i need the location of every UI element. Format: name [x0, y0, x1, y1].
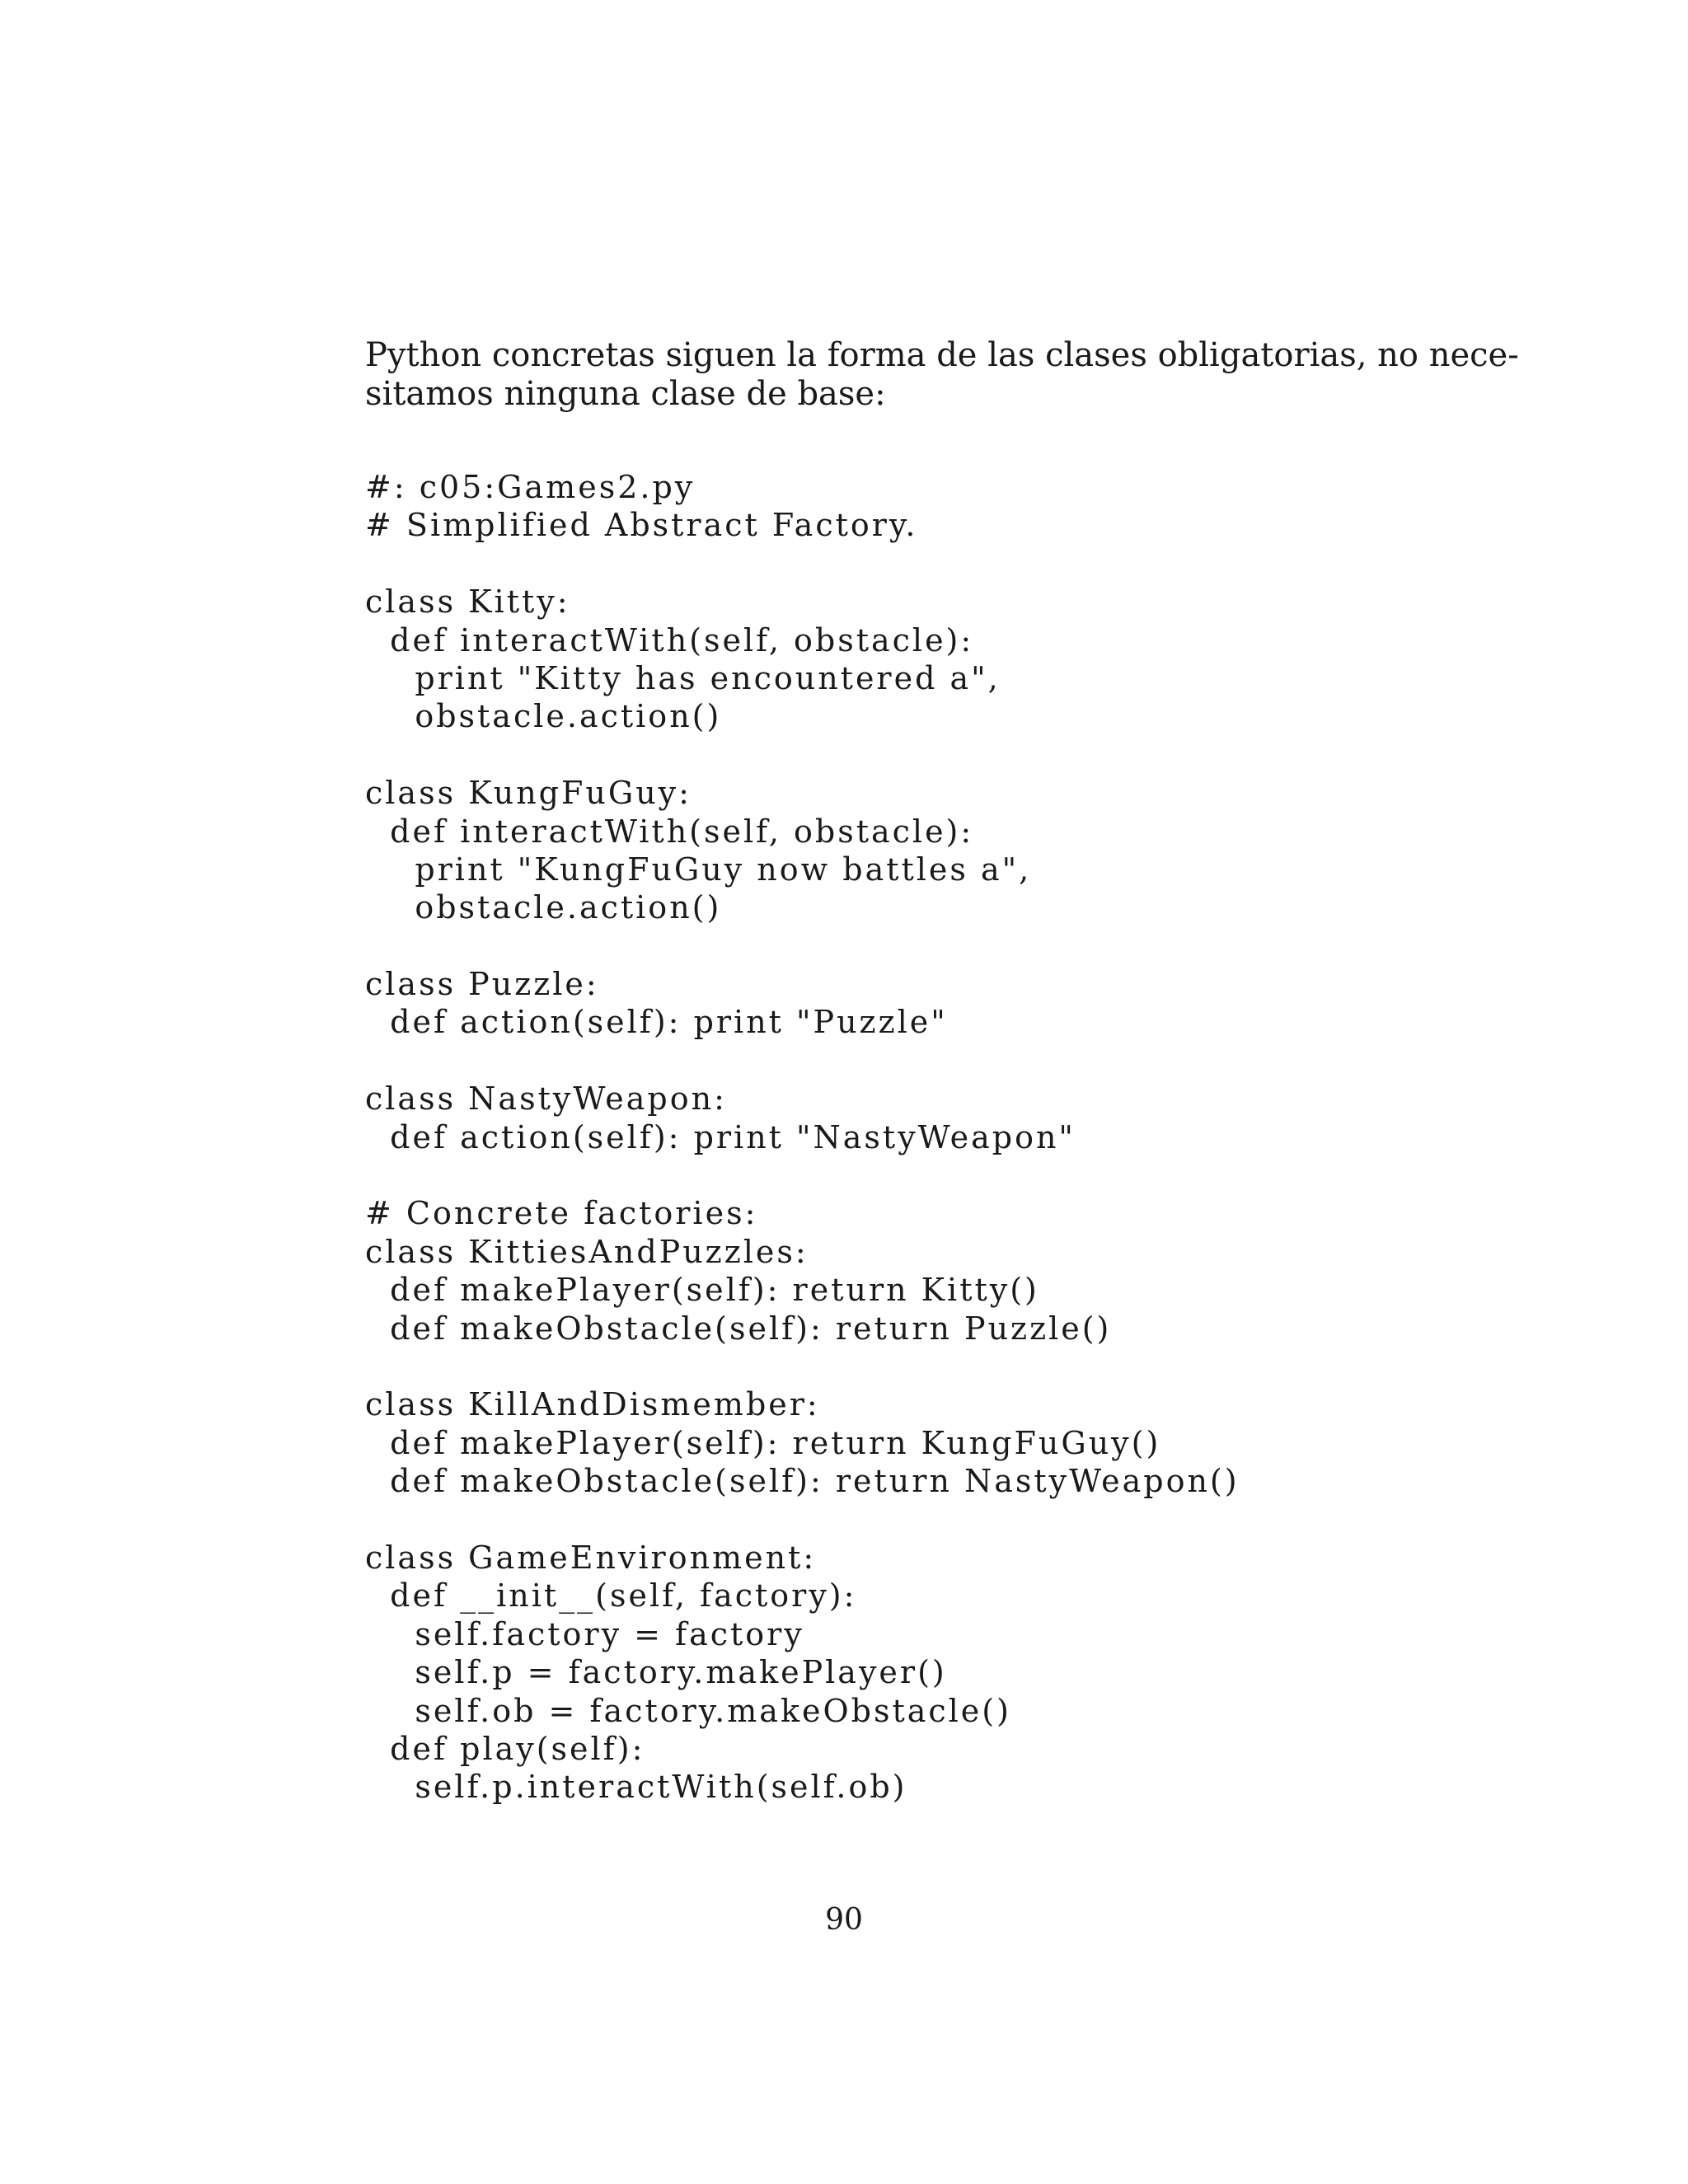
code-line: print "Kitty has encountered a",	[365, 659, 1001, 696]
code-line: def play(self):	[365, 1730, 645, 1767]
intro-paragraph	[365, 336, 1519, 414]
code-line: def makeObstacle(self): return NastyWeapon()	[365, 1463, 1240, 1500]
code-line: class KittiesAndPuzzles:	[365, 1233, 809, 1270]
code-line: class KungFuGuy:	[365, 775, 692, 812]
code-line	[365, 1042, 1354, 1080]
code-line	[365, 545, 1354, 583]
code-line	[365, 736, 1354, 774]
code-line	[365, 1347, 1354, 1385]
code-line: print "KungFuGuy now battles a",	[365, 851, 1032, 888]
code-line: class Puzzle:	[365, 966, 599, 1003]
code-line: # Simplified Abstract Factory.	[365, 507, 918, 544]
code-line: def makeObstacle(self): return Puzzle()	[365, 1310, 1112, 1347]
code-line: obstacle.action()	[365, 698, 722, 735]
code-listing	[365, 468, 1354, 1807]
code-line: def action(self): print "NastyWeapon"	[365, 1118, 1076, 1155]
code-line: class Kitty:	[365, 583, 570, 621]
intro-line: sitamos ninguna clase de base:	[365, 375, 886, 413]
code-line	[365, 1501, 1354, 1539]
code-line: def makePlayer(self): return KungFuGuy()	[365, 1424, 1161, 1461]
code-line	[365, 1156, 1354, 1194]
code-line: def __init__(self, factory):	[365, 1577, 857, 1615]
code-line: self.ob = factory.makeObstacle()	[365, 1692, 1011, 1729]
code-line	[365, 927, 1354, 965]
code-line: self.p = factory.makePlayer()	[365, 1654, 947, 1691]
code-line: obstacle.action()	[365, 889, 722, 926]
code-line: #: c05:Games2.py	[365, 469, 696, 505]
code-line: self.p.interactWith(self.ob)	[365, 1769, 907, 1806]
code-line: def action(self): print "Puzzle"	[365, 1004, 948, 1041]
intro-line: Python concretas siguen la forma de las clases obligatorias, no nece-	[365, 336, 1519, 374]
code-line: # Concrete factories:	[365, 1195, 758, 1232]
code-line: def interactWith(self, obstacle):	[365, 813, 974, 850]
code-line: class GameEnvironment:	[365, 1539, 817, 1576]
code-line: class KillAndDismember:	[365, 1386, 820, 1423]
code-line: def makePlayer(self): return Kitty()	[365, 1272, 1039, 1309]
page-number: 90	[825, 1903, 863, 1937]
code-line: def interactWith(self, obstacle):	[365, 621, 974, 658]
code-line: self.factory = factory	[365, 1615, 804, 1652]
code-line: class NastyWeapon:	[365, 1080, 727, 1118]
